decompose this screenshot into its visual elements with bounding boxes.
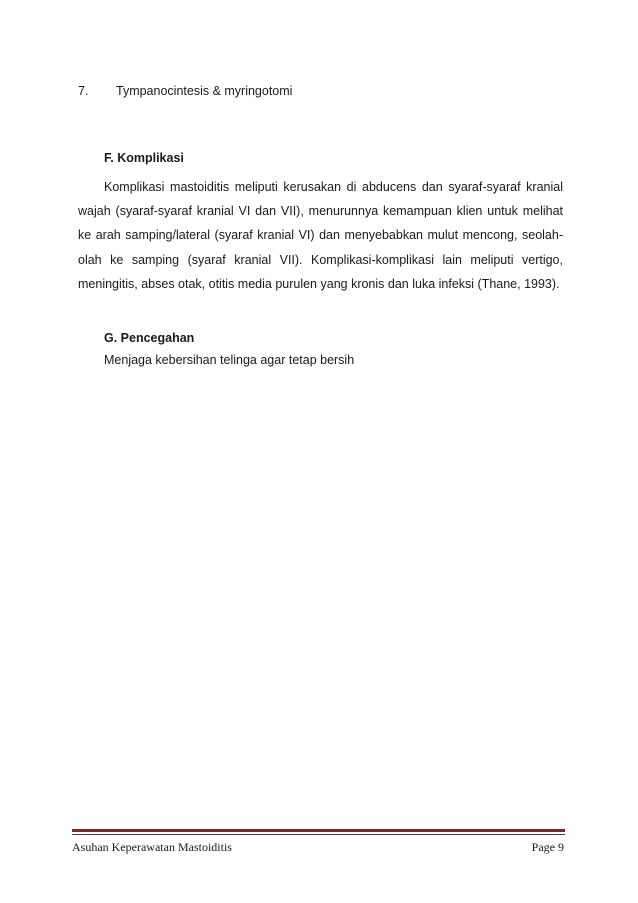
paragraph-komplikasi: Komplikasi mastoiditis meliputi kerusakan di abducens dan syaraf-syaraf kranial wajah (syaraf-syaraf kranial VI dan VII), menurunnya kemampuan klien untuk melihat ke arah samping/lateral (syaraf kranial VI) dan menyebabkan mulut mencong, seolah-olah ke samping (syaraf kranial VII). Komplikasi-komplikasi lain meliputi vertigo, meningitis, abses otak, otitis media purulen yang kronis dan luka infeksi (Thane, 1993). (78, 180, 563, 291)
list-item-number: 7. (78, 84, 89, 98)
section-heading-pencegahan: G. Pencegahan (104, 331, 195, 345)
section-heading-komplikasi: F. Komplikasi (104, 151, 184, 165)
list-item-7 (78, 84, 292, 98)
footer-document-title: Asuhan Keperawatan Mastoiditis (72, 840, 232, 854)
paragraph-pencegahan: Menjaga kebersihan telinga agar tetap bersih (104, 353, 355, 367)
footer-rule-thin (72, 834, 565, 835)
list-item-text: Tympanocintesis & myringotomi (116, 84, 293, 98)
footer-rule-thick (72, 829, 565, 832)
footer-page-number: Page 9 (531, 840, 564, 854)
